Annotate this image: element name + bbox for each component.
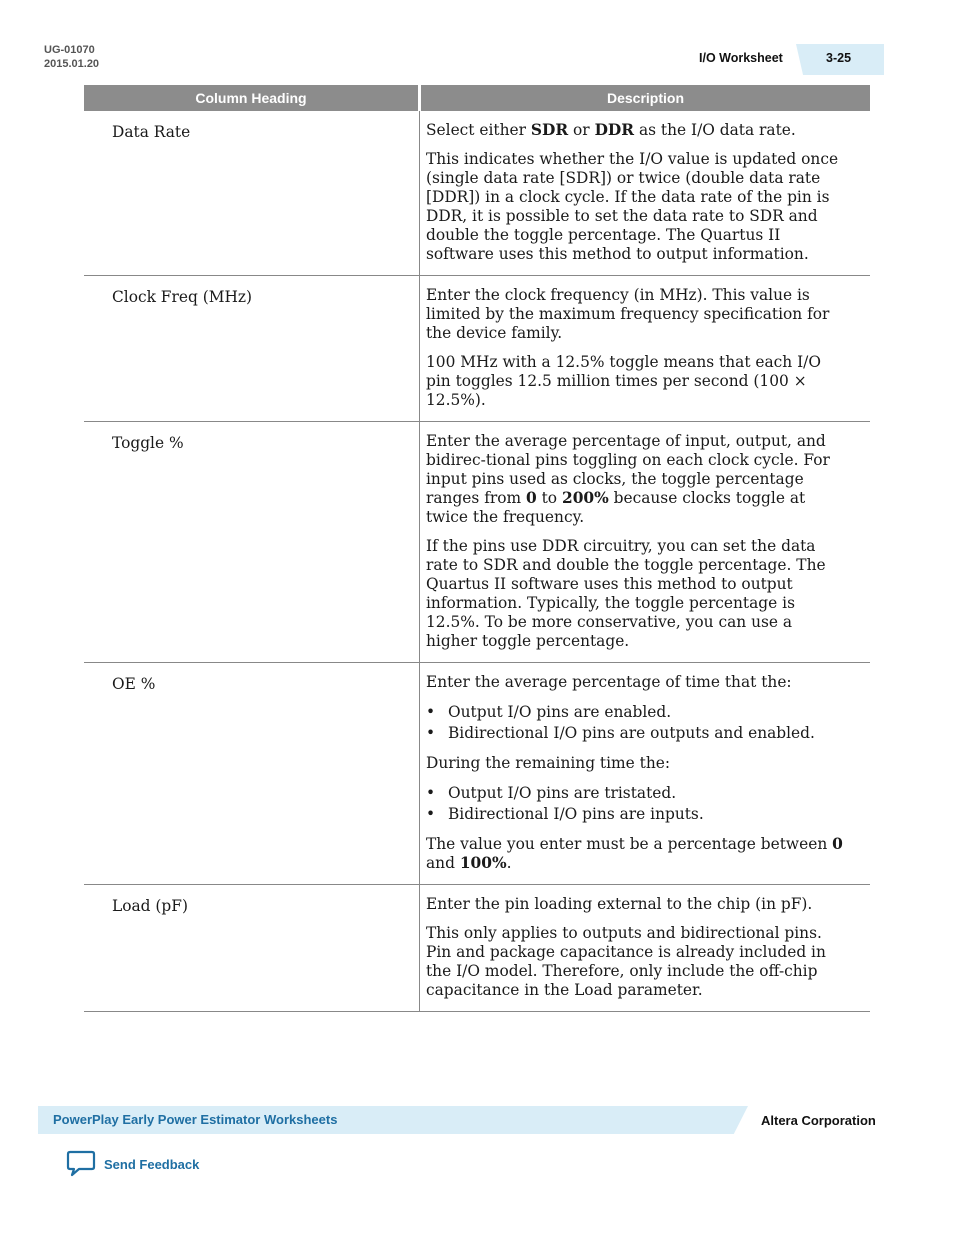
description-paragraph	[426, 924, 846, 1000]
text-run: If the pins use DDR circuitry, you can set the data rate to SDR and double the toggle percentage. The Quartus II software uses this method to output information. Typically, the toggle percentage is 12.5%. To be more conservative, you can use a higher toggle percentage.	[426, 537, 826, 650]
list-item: • Output I/O pins are enabled.	[426, 702, 846, 723]
description-paragraph	[426, 121, 846, 140]
doc-meta	[44, 43, 99, 71]
text-run: as the I/O data rate.	[634, 121, 796, 139]
description-paragraph	[426, 150, 846, 264]
bold-text: 100%	[459, 854, 507, 872]
description-paragraph	[426, 673, 846, 692]
send-feedback-label: Send Feedback	[104, 1156, 200, 1172]
text-run: Enter the clock frequency (in MHz). This value is limited by the maximum frequency specification for the device family.	[426, 286, 830, 342]
bullet-list	[426, 783, 846, 825]
footer-company: Altera Corporation	[761, 1113, 876, 1128]
description-cell	[420, 885, 871, 1012]
speech-bubble-icon	[66, 1150, 96, 1178]
list-item: • Bidirectional I/O pins are inputs.	[426, 804, 846, 825]
text-run: The value you enter must be a percentage between	[426, 835, 833, 853]
text-run: or	[568, 121, 595, 139]
description-cell	[420, 422, 871, 663]
table-header-row	[84, 85, 870, 111]
description-paragraph	[426, 537, 846, 651]
text-run: and	[426, 854, 460, 872]
description-cell	[420, 276, 871, 422]
text-run: .	[506, 854, 512, 872]
description-paragraph	[426, 353, 846, 410]
description-paragraph	[426, 432, 846, 527]
text-run: Enter the average percentage of input, output, and bidirec-tional pins toggling on each clock cycle. For input pins used as clocks, the toggle percentage ranges from	[426, 432, 830, 507]
description-paragraph	[426, 754, 846, 773]
table-row	[84, 276, 870, 422]
text-run: Select either	[426, 121, 531, 139]
table-row	[84, 111, 870, 276]
bold-text: 0	[526, 489, 537, 507]
text-run: because clocks toggle at twice the frequency.	[426, 489, 806, 526]
table-row	[84, 663, 870, 885]
footer-doc-title[interactable]: PowerPlay Early Power Estimator Worksheets	[53, 1112, 338, 1127]
description-cell	[420, 111, 871, 276]
description-paragraph	[426, 895, 846, 914]
list-item: • Bidirectional I/O pins are outputs and enabled.	[426, 723, 846, 744]
text-run: Enter the pin loading external to the chip (in pF).	[426, 895, 813, 913]
description-paragraph	[426, 286, 846, 343]
io-worksheet-table	[84, 85, 870, 1012]
description-cell	[420, 663, 871, 885]
text-run: to	[536, 489, 562, 507]
list-item: • Output I/O pins are tristated.	[426, 783, 846, 804]
bold-text: 0	[832, 835, 843, 853]
column-heading-cell: Toggle %	[84, 422, 420, 663]
description-paragraph	[426, 835, 846, 873]
description-header: Description	[420, 85, 871, 111]
column-heading-cell: OE %	[84, 663, 420, 885]
text-run: This only applies to outputs and bidirectional pins. Pin and package capacitance is already included in the I/O model. Therefore, only include the off-chip capacitance in the Load parameter.	[426, 924, 826, 999]
doc-id: UG-01070	[44, 44, 95, 56]
bold-text: SDR	[530, 121, 569, 139]
send-feedback-link[interactable]	[66, 1150, 199, 1178]
page-number: 3-25	[826, 51, 852, 65]
column-heading-cell: Load (pF)	[84, 885, 420, 1012]
table-row	[84, 885, 870, 1012]
table-row	[84, 422, 870, 663]
doc-date: 2015.01.20	[44, 58, 100, 70]
text-run: This indicates whether the I/O value is updated once (single data rate [SDR]) or twice (double data rate [DDR]) in a clock cycle. If the data rate of the pin is DDR, it is possible to set the data rate to SDR and double the toggle percentage. The Quartus II software uses this method to output information.	[426, 150, 839, 263]
text-run: Enter the average percentage of time that the:	[426, 673, 792, 691]
bold-text: DDR	[594, 121, 635, 139]
text-run: 100 MHz with a 12.5% toggle means that each I/O pin toggles 12.5 million times per second (100 × 12.5%).	[426, 353, 821, 409]
column-heading-header: Column Heading	[84, 85, 420, 111]
column-heading-cell: Clock Freq (MHz)	[84, 276, 420, 422]
bullet-list	[426, 702, 846, 744]
column-heading-cell: Data Rate	[84, 111, 420, 276]
bold-text: 200%	[561, 489, 609, 507]
section-title: I/O Worksheet	[699, 51, 783, 65]
text-run: During the remaining time the:	[426, 754, 671, 772]
